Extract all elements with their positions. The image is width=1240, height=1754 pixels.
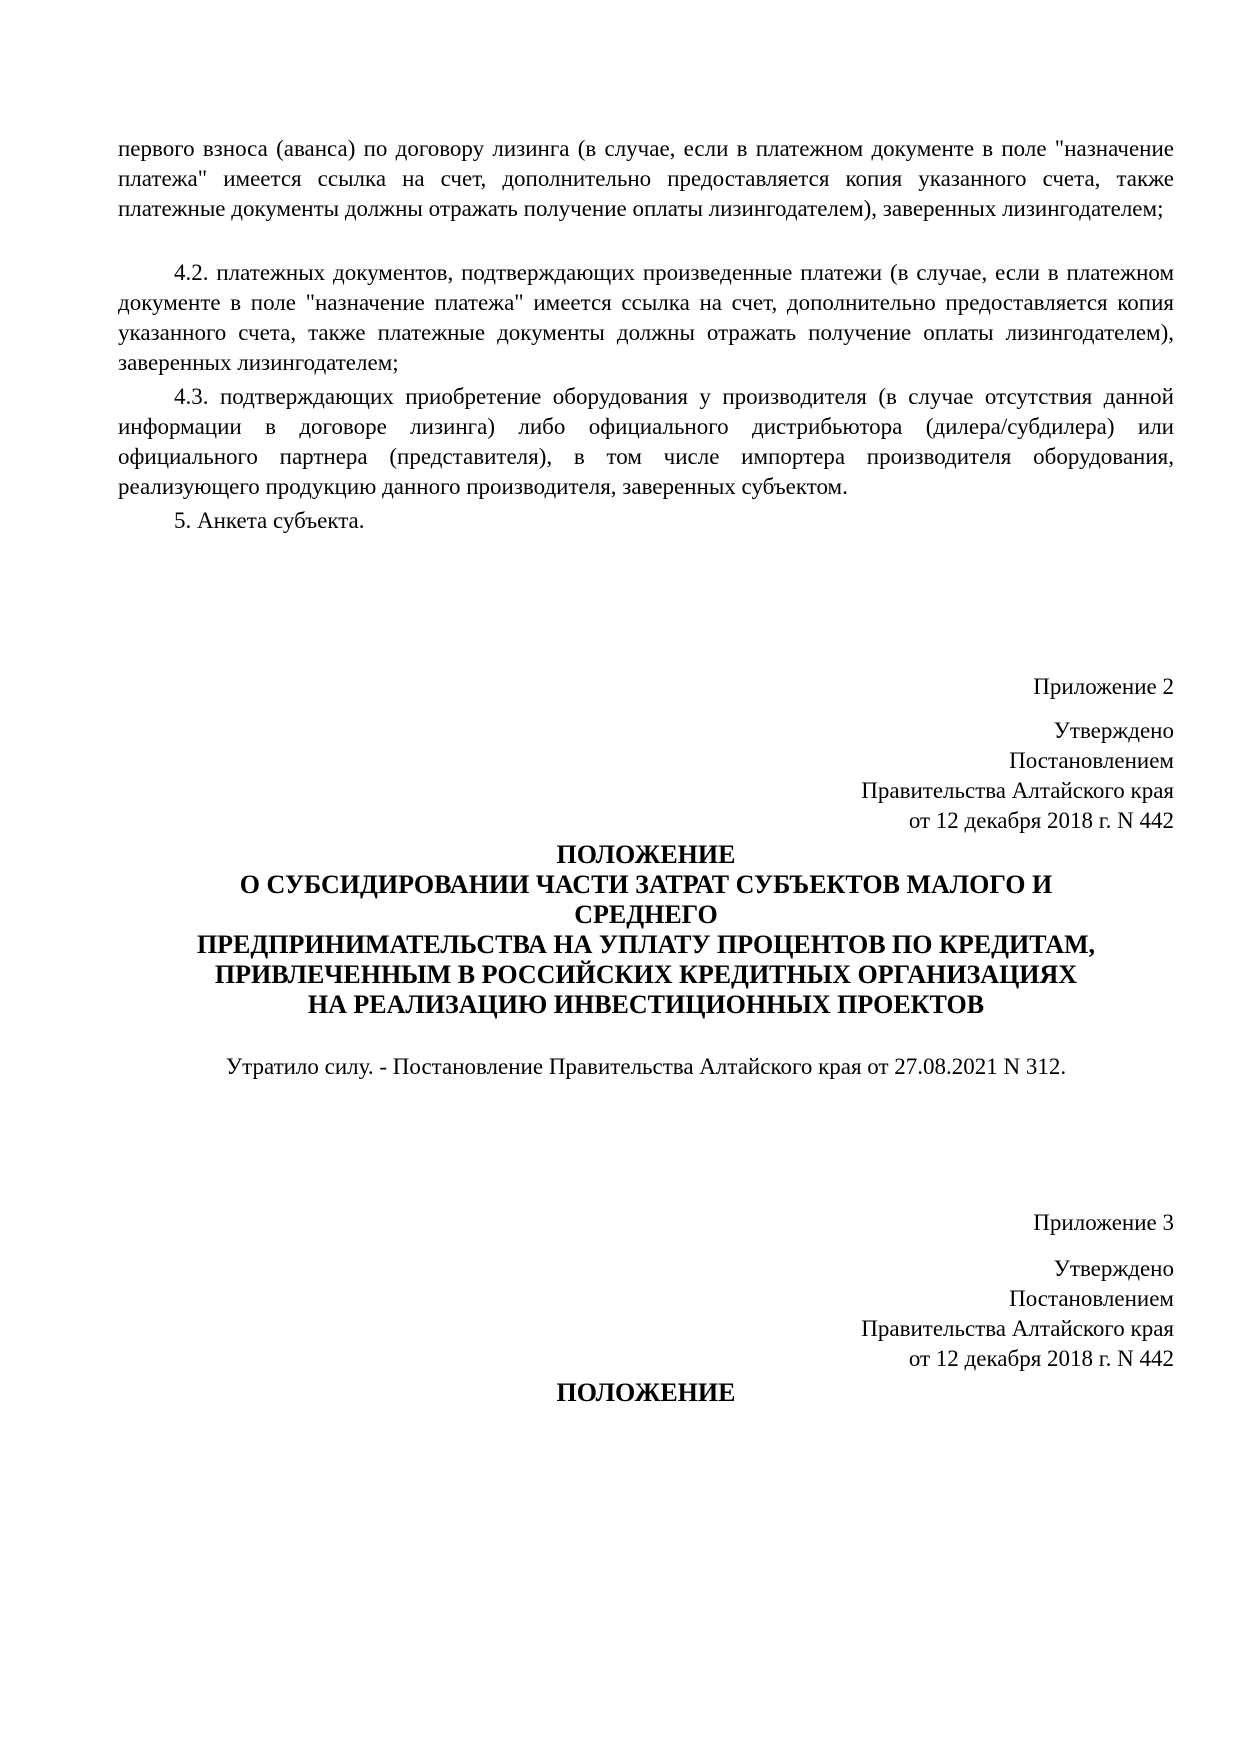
approval-line: Правительства Алтайского края <box>861 778 1174 803</box>
appendix-3-title <box>118 1378 1174 1408</box>
approval-line: от 12 декабря 2018 г. N 442 <box>908 1346 1174 1371</box>
paragraph-first-payment: первого взноса (аванса) по договору лизинга (в случае, если в платежном документе в поле "назначение платежа" имеется ссылка на счет, дополнительно предоставляется копия указанного счета, также платежные документы должны отражать получение оплаты лизингодателем), заверенных лизингодателем; <box>118 136 1174 221</box>
appendix-2-approval <box>574 716 1174 836</box>
approval-line: от 12 декабря 2018 г. N 442 <box>908 808 1174 833</box>
title-line: О СУБСИДИРОВАНИИ ЧАСТИ ЗАТРАТ СУБЪЕКТОВ МАЛОГО И <box>239 870 1053 899</box>
appendix-3-label: Приложение 3 <box>1033 1210 1174 1235</box>
title-line: ПОЛОЖЕНИЕ <box>556 840 736 869</box>
title-line: ПРИВЛЕЧЕННЫМ В РОССИЙСКИХ КРЕДИТНЫХ ОРГАНИЗАЦИЯХ <box>214 960 1078 989</box>
appendix-3-approval <box>574 1254 1174 1374</box>
approval-line: Постановлением <box>1009 748 1174 773</box>
approval-line: Постановлением <box>1009 1286 1174 1311</box>
appendix-2-title <box>118 840 1174 1020</box>
repeal-note: Утратило силу. - Постановление Правительства Алтайского края от 27.08.2021 N 312. <box>225 1054 1067 1079</box>
title-line: ПОЛОЖЕНИЕ <box>556 1378 736 1407</box>
approval-line: Правительства Алтайского края <box>861 1316 1174 1341</box>
approval-line: Утверждено <box>1053 718 1174 743</box>
paragraph-5: 5. Анкета субъекта. <box>174 508 365 533</box>
title-line: СРЕДНЕГО <box>574 900 718 929</box>
title-line: ПРЕДПРИНИМАТЕЛЬСТВА НА УПЛАТУ ПРОЦЕНТОВ ПО КРЕДИТАМ, <box>196 930 1096 959</box>
approval-line: Утверждено <box>1053 1256 1174 1281</box>
title-line: НА РЕАЛИЗАЦИЮ ИНВЕСТИЦИОННЫХ ПРОЕКТОВ <box>307 990 985 1019</box>
paragraph-4-2: 4.2. платежных документов, подтверждающих произведенные платежи (в случае, если в платежном документе в поле "назначение платежа" имеется ссылка на счет, дополнительно предоставляется копия указанного счета, также платежные документы должны отражать получение оплаты лизингодателем), заверенных лизингодателем; <box>118 260 1174 375</box>
appendix-2-label: Приложение 2 <box>1033 674 1174 699</box>
paragraph-4-3: 4.3. подтверждающих приобретение оборудования у производителя (в случае отсутствия данной информации в договоре лизинга) либо официального дистрибьютора (дилера/субдилера) или официального партнера (представителя), в том числе импортера производителя оборудования, реализующего продукцию данного производителя, заверенных субъектом. <box>118 384 1174 499</box>
